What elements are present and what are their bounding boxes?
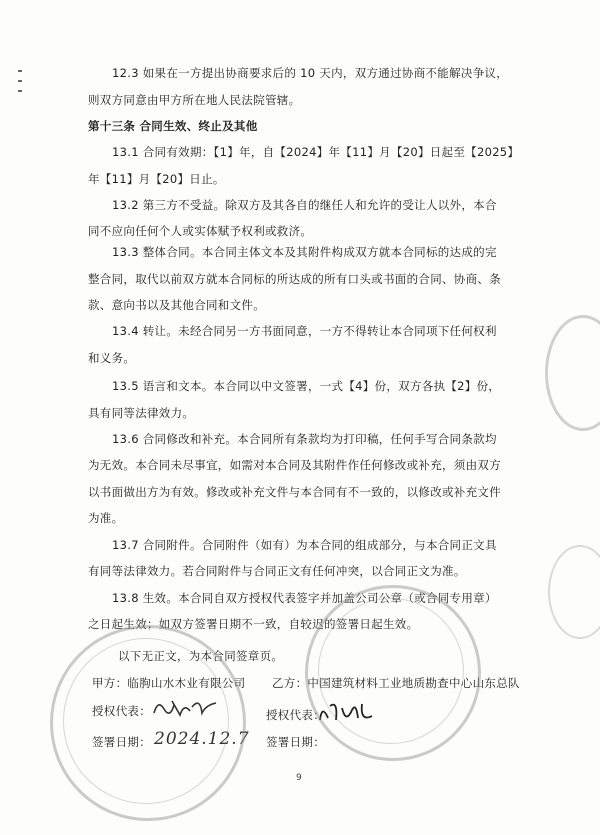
party-b-name: 乙方：中国建筑材料工业地质勘查中心山东总队 bbox=[272, 676, 520, 690]
clause-13-2-line-1: 13.2 第三方不受益。除双方及其各自的继任人和允许的受让人以外，本合 bbox=[112, 198, 497, 212]
party-a-signature bbox=[150, 695, 220, 721]
end-of-text-note: 以下无正文，为本合同签章页。 bbox=[118, 649, 284, 663]
article-13-heading: 第十三条 合同生效、终止及其他 bbox=[88, 119, 258, 133]
clause-13-5-line-1: 13.5 语言和文本。本合同以中文签署，一式【4】份，双方各执【2】份， bbox=[112, 379, 501, 393]
clause-13-6-line-1: 13.6 合同修改和补充。本合同所有条款均为打印稿，任何手写合同条款均 bbox=[112, 432, 497, 446]
clause-13-4-line-2: 和义务。 bbox=[88, 351, 136, 365]
party-b-signature bbox=[316, 698, 376, 728]
clause-13-7-line-1: 13.7 合同附件。合同附件（如有）为本合同的组成部分，与本合同正文具 bbox=[112, 538, 497, 552]
party-a-handwritten-date-text: 2024.12.7 bbox=[154, 729, 250, 749]
clause-13-1-line-2: 年【11】月【20】日止。 bbox=[88, 172, 225, 186]
clause-13-3-line-3: 款、意向书以及其他合同和文件。 bbox=[88, 298, 265, 312]
clause-13-1-line-1: 13.1 合同有效期：【1】年，自【2024】年【11】月【20】日起至【2025】 bbox=[112, 145, 520, 159]
clause-13-3-line-1: 13.3 整体合同。本合同主体文本及其附件构成双方就本合同标的达成的完 bbox=[112, 245, 497, 259]
party-a-name: 甲方：临朐山水木业有限公司 bbox=[92, 676, 246, 690]
page-number: 9 bbox=[296, 773, 302, 783]
clause-13-4-line-1: 13.4 转让。未经合同另一方书面同意，一方不得转让本合同项下任何权利 bbox=[112, 324, 497, 338]
binding-marks bbox=[18, 70, 24, 100]
clause-13-6-line-4: 为准。 bbox=[88, 511, 124, 525]
party-a-handwritten-date bbox=[150, 724, 250, 752]
clause-13-7-line-2: 有同等法律效力。若合同附件与合同正文有任何冲突，以合同正文为准。 bbox=[88, 564, 466, 578]
party-a-rep-label: 授权代表： bbox=[92, 704, 151, 718]
party-b-company-seal bbox=[305, 585, 481, 761]
clause-12-3-line-2: 则双方同意由甲方所在地人民法院管辖。 bbox=[88, 93, 301, 107]
clause-13-8-line-2: 之日起生效；如双方签署日期不一致，自较迟的签署日起生效。 bbox=[88, 617, 419, 631]
clause-13-3-line-2: 整合同，取代以前双方就本合同标的所达成的所有口头或书面的合同、协商、条 bbox=[88, 272, 501, 286]
page-seam-seal-lower bbox=[548, 545, 600, 639]
clause-13-6-line-2: 为无效。本合同未尽事宜，如需对本合同及其附件作任何修改或补充，须由双方 bbox=[88, 458, 501, 472]
clause-13-8-line-1: 13.8 生效。本合同自双方授权代表签字并加盖公司公章（或合同专用章） bbox=[112, 591, 497, 605]
party-b-date-label: 签署日期： bbox=[266, 735, 325, 749]
party-b-rep-label: 授权代表： bbox=[266, 708, 325, 722]
clause-12-3-line-1: 12.3 如果在一方提出协商要求后的 10 天内，双方通过协商不能解决争议， bbox=[112, 66, 509, 80]
party-a-date-label: 签署日期： bbox=[92, 735, 151, 749]
clause-13-5-line-2: 具有同等法律效力。 bbox=[88, 406, 195, 420]
clause-13-2-line-2: 同不应向任何个人或实体赋予权利或救济。 bbox=[88, 224, 313, 238]
clause-13-6-line-3: 以书面做出方为有效。修改或补充文件与本合同有不一致的，以修改或补充文件 bbox=[88, 485, 501, 499]
page-seam-seal bbox=[545, 315, 600, 431]
